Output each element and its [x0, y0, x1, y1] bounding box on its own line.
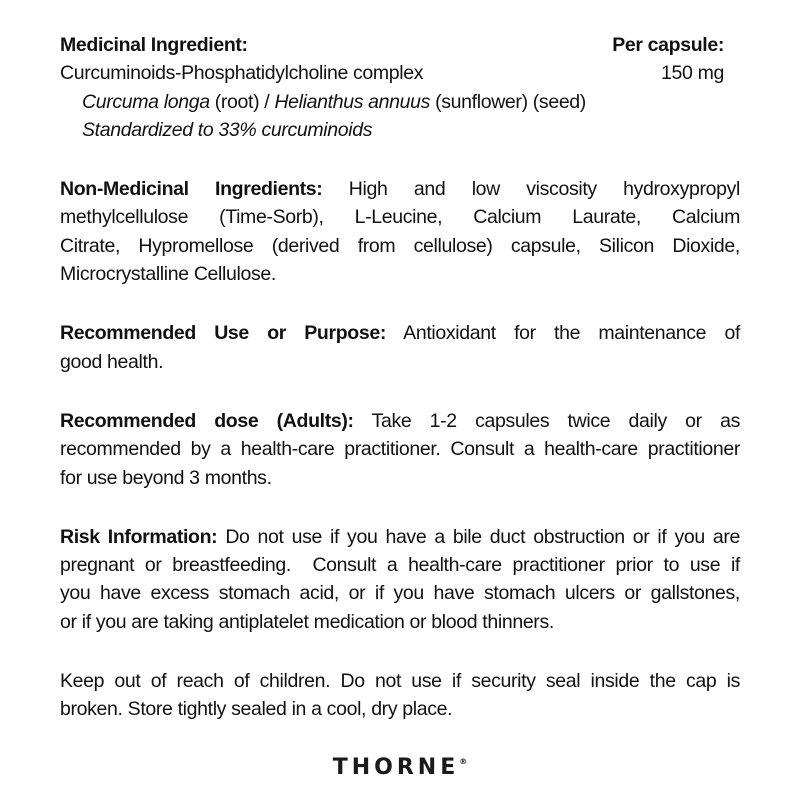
- non-medicinal-line: Microcrystalline Cellulose.: [60, 263, 276, 286]
- species-2: Helianthus annuus: [274, 90, 431, 113]
- species-1: Curcuma longa: [82, 90, 210, 113]
- risk-line: [60, 523, 740, 551]
- medicinal-header-row: [60, 31, 740, 59]
- standardization-text: Standardized to 33% curcuminoids: [82, 118, 373, 141]
- risk-heading: Risk Information:: [60, 525, 218, 548]
- line-text: Antioxidant for the maintenance of: [385, 322, 741, 345]
- non-medicinal-line: Citrate, Hypromellose (derived from cellulose) capsule, Silicon Dioxide,: [60, 234, 740, 257]
- risk-line: pregnant or breastfeeding. Consult a health-care practitioner prior to use if: [60, 554, 740, 577]
- line-text: High and low viscosity hydroxypropyl: [322, 178, 740, 201]
- storage-line: Keep out of reach of children. Do not use if security seal inside the cap is: [60, 670, 740, 693]
- line-text: Do not use if you have a bile duct obstruction or if you are: [217, 525, 740, 548]
- ingredient-name: Curcuminoids-Phosphatidylcholine complex: [60, 62, 424, 85]
- ingredient-row: [60, 59, 740, 87]
- brand-name: THORNE: [332, 755, 460, 780]
- dose-line: for use beyond 3 months.: [60, 466, 272, 489]
- ingredient-source: [60, 88, 740, 116]
- ingredient-amount: 150 mg: [661, 62, 724, 85]
- use-line: [60, 319, 740, 347]
- risk-line: or if you are taking antiplatelet medication or blood thinners.: [60, 610, 554, 633]
- risk-line: you have excess stomach acid, or if you have stomach ulcers or gallstones,: [60, 582, 740, 605]
- dose-heading: Recommended dose (Adults):: [60, 409, 354, 432]
- per-capsule-heading: Per capsule:: [612, 34, 724, 56]
- source-part-1: (root) /: [209, 90, 275, 113]
- use-line: good health.: [60, 350, 164, 373]
- registered-mark: ®: [459, 757, 468, 766]
- dose-line: [60, 407, 740, 435]
- standardization: [60, 116, 740, 144]
- source-part-2: (sunflower) (seed): [430, 90, 586, 113]
- storage-line: broken. Store tightly sealed in a cool, dry place.: [60, 698, 453, 721]
- thorne-logo: [0, 755, 800, 780]
- medicinal-ingredient-heading: Medicinal Ingredient:: [60, 34, 248, 56]
- non-medicinal-heading: Non-Medicinal Ingredients:: [60, 178, 323, 201]
- product-label-text: [60, 31, 740, 724]
- line-text: Take 1-2 capsules twice daily or as: [353, 409, 740, 432]
- use-heading: Recommended Use or Purpose:: [60, 322, 386, 345]
- dose-line: recommended by a health-care practitioner. Consult a health-care practitioner: [60, 438, 740, 461]
- non-medicinal-line: [60, 175, 740, 203]
- non-medicinal-line: methylcellulose (Time-Sorb), L-Leucine, Calcium Laurate, Calcium: [60, 206, 740, 229]
